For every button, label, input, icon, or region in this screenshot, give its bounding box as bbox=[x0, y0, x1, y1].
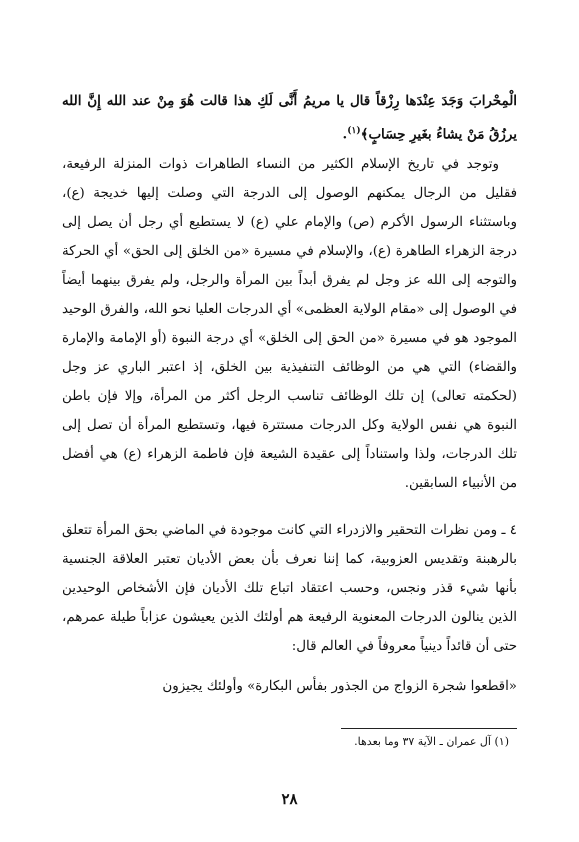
footnote-divider bbox=[341, 728, 517, 729]
verse-text: الْمِحْرابَ وَجَدَ عِنْدَها رِزْقاً قال يا مريمُ أَنَّى لَكِ هذا قالت هُوَ مِنْ عند الله إِنَّ الله يرزُقُ مَنْ يشاءُ بغَيرِ حِسَابٍ﴾ bbox=[62, 93, 517, 143]
page-number: ٢٨ bbox=[281, 790, 298, 808]
paragraph-monasticism: ٤ ـ ومن نظرات التحقير والازدراء التي كانت موجودة في الماضي بحق المرأة تتعلق بالرهبنة وتقديس العزوبية، كما إننا نعرف بأن بعض الأديان تعتبر العلاقة الجنسية بأنها شيء قذر ونجس، وحسب اعتقاد اتباع تلك الأديان فإن الأشخاص الوحيدين الذين ينالون الدرجات المعنوية الرفيعة هم أولئك الذين يعيشون عزاباً طيلة عمرهم، حتى أن قائداً دينياً معروفاً في العالم قال: bbox=[62, 523, 517, 654]
footnote: (١) آل عمران ـ الآية ٣٧ وما بعدها. bbox=[354, 735, 509, 748]
footnote-marker: (١) bbox=[347, 126, 361, 136]
quran-verse: الْمِحْرابَ وَجَدَ عِنْدَها رِزْقاً قال يا مريمُ أَنَّى لَكِ هذا قالت هُوَ مِنْ عند الله إِنَّ الله يرزُقُ مَنْ يشاءُ بغَيرِ حِسَابٍ﴾$^{(١)}$. bbox=[62, 93, 517, 143]
paragraph-women-in-islam: وتوجد في تاريخ الإسلام الكثير من النساء الطاهرات ذوات المنزلة الرفيعة، فقليل من الرجال يمكنهم الوصول إلى الدرجة التي وصلت إليها خديجة (ع)، وباستثناء الرسول الأكرم (ص) والإمام علي (ع) لا يستطيع أي رجل أن يصل إلى درجة الزهراء الطاهرة (ع)، والإسلام في مسيرة «من الخلق إلى الحق» أي الحركة والتوجه إلى الله عز وجل لم يفرق أبداً بين المرأة والرجل، ولم يفرق بينهما أيضاً في الوصول إلى «مقام الولاية العظمى» أي الدرجات العليا نحو الله، والفرق الوحيد الموجود هو في مسيرة «من الحق إلى الخلق» أي درجة النبوة (أو الإمامة والإمارة والقضاء) التي هي من الوظائف التنفيذية بين الخلق، إذ اعتبر الباري عز وجل (لحكمته تعالى) إن تلك الوظائف تناسب الرجل أكثر من المرأة، وإلا فإن باطن النبوة هي نفس الولاية وكل الدرجات مستترة فيها، وتستطيع المرأة أن تصل إلى تلك الدرجات، ولذا واستناداً إلى عقيدة الشيعة فإن فاطمة الزهراء (ع) هي أفضل من الأنبياء السابقين. bbox=[62, 157, 517, 491]
paragraph-quote: «اقطعوا شجرة الزواج من الجذور بفأس البكارة» وأولئك يجيزون bbox=[162, 679, 517, 694]
